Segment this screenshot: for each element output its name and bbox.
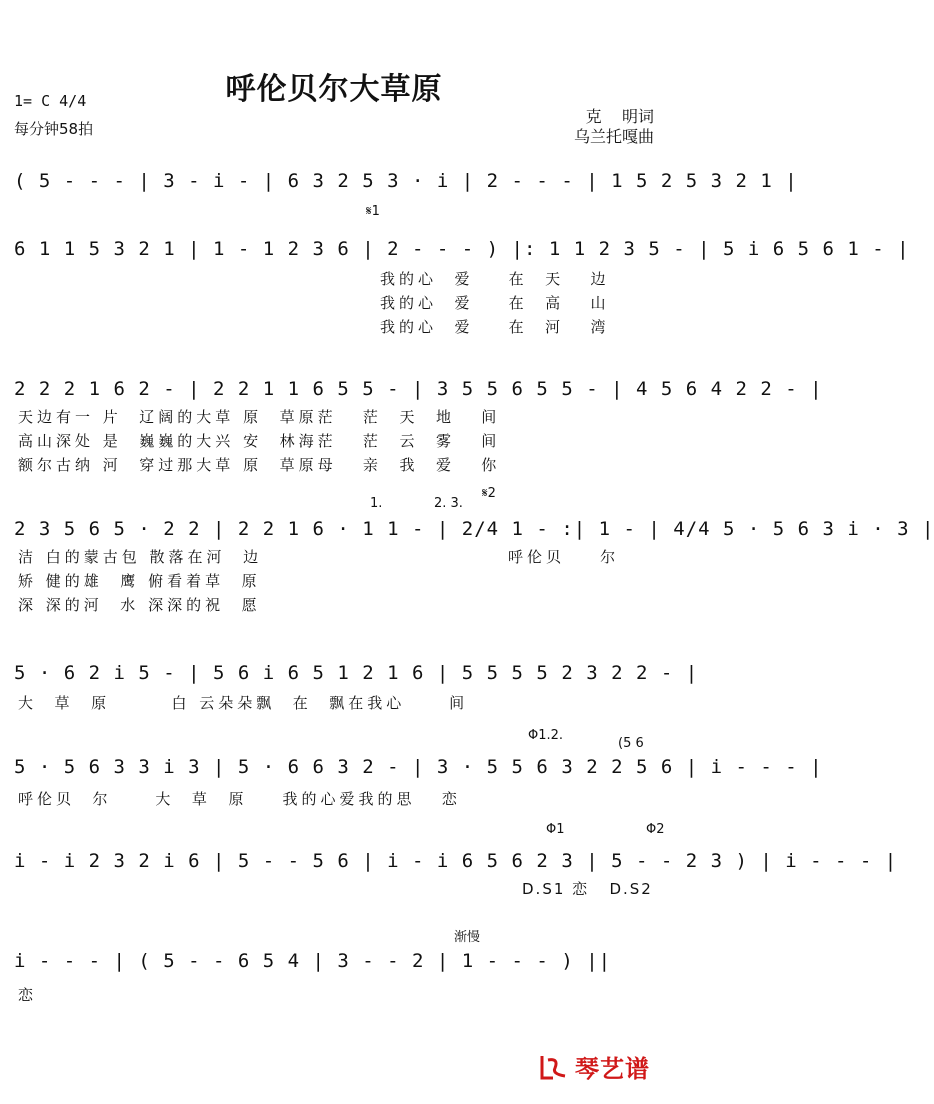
lyric-verse-1: 我的心 爱 在 天 边 [380,270,610,288]
score-line-3 [14,378,823,474]
score-line-6 [14,728,823,808]
lyric-verse-2: 矫 健的雄 鹰 俯看着草 原 [18,572,261,590]
composer-credit: 乌兰托嘎曲 [573,127,654,146]
notation: 2 2 2 1 6 2 - | 2 2 1 1 6 5 5 - | 3 5 5 6 5 5 - | 4 5 6 4 2 2 - | [14,378,823,400]
lyric-verse-1: 天边有一 片 辽阔的大草 原 草原茫 茫 天 地 间 [18,408,501,426]
score-line-7 [14,822,898,898]
lyric-line: 呼伦贝 尔 大 草 原 我的心爱我的思 恋 [18,790,461,808]
logo-icon [539,1052,569,1082]
notation: 5 · 6 2 i 5 - | 5 6 i 6 5 1 2 1 6 | 5 5 5 5 2 3 2 2 - | [14,662,699,684]
notation: i - - - | ( 5 - - 6 5 4 | 3 - - 2 | 1 - - - ) || [14,950,612,972]
notation: 6 1 1 5 3 2 1 | 1 - 1 2 3 6 | 2 - - - ) |: 1 1 2 3 5 - | 5 i 6 5 6 1 - | [14,238,910,260]
notation: ( 5 - - - | 3 - i - | 6 3 2 5 3 · i | 2 - - - | 1 5 2 5 3 2 1 | [14,170,798,192]
score-line-8 [14,930,654,1004]
lyric-verse-3: 深 深的河 水 深深的祝 愿 [18,596,261,614]
score-line-2 [14,204,910,336]
ending-1-bracket: 1. [370,496,383,511]
lyricist-credit: 克 明词 [585,107,654,126]
key-signature: 1= C 4/4 [14,92,87,110]
segno-1-mark: 𝄋1 [366,204,380,219]
coda-2-mark: Φ2 [646,822,665,837]
lyric-verse-3: 额尔古纳 河 穿过那大草 原 草原母 亲 我 爱 你 [18,456,501,474]
ds-marks: D.S1 恋 D.S2 [522,880,653,898]
site-logo [539,1049,650,1084]
coda-1-2-mark: Φ1.2. [528,728,564,743]
notation: 5 · 5 6 3 3 i 3 | 5 · 6 6 3 2 - | 3 · 5 5 6 3 2 2 5 6 | i - - - | [14,756,823,778]
lyric-verse-3: 我的心 爱 在 河 湾 [380,318,610,336]
tempo-marking: 每分钟58拍 [14,120,94,138]
segno-2-mark: 𝄋2 [482,486,496,501]
grace-notes: (5 6 [618,736,644,751]
ending-2-3-bracket: 2. 3. [434,496,463,511]
notation: i - i 2 3 2 i 6 | 5 - - 5 6 | i - i 6 5 6 2 3 | 5 - - 2 3 ) | i - - - | [14,850,898,872]
score-line-5 [14,662,699,712]
lyric-line: 恋 [18,986,38,1004]
notation: 2 3 5 6 5 · 2 2 | 2 2 1 6 · 1 1 - | 2/4 1 - :| 1 - | 4/4 5 · 5 6 3 i · 3 | [14,518,934,540]
coda-1-mark: Φ1 [546,822,565,837]
lyric-chorus-start: 呼伦贝 尔 [508,548,620,566]
lyric-verse-1: 洁 白的蒙古包 散落在河 边 [18,548,263,566]
lyric-line: 大 草 原 白 云朵朵飘 在 飘在我心 间 [18,694,469,712]
logo-text: 琴艺谱 [575,1055,650,1083]
lyric-verse-2: 我的心 爱 在 高 山 [380,294,610,312]
ritardando-mark: 渐慢 [454,930,481,945]
score-line-4 [14,486,934,614]
lyric-verse-2: 高山深处 是 巍巍的大兴 安 林海茫 茫 云 雾 间 [18,432,501,450]
page-title: 呼伦贝尔大草原 [225,72,443,107]
score-line-1 [14,170,798,194]
